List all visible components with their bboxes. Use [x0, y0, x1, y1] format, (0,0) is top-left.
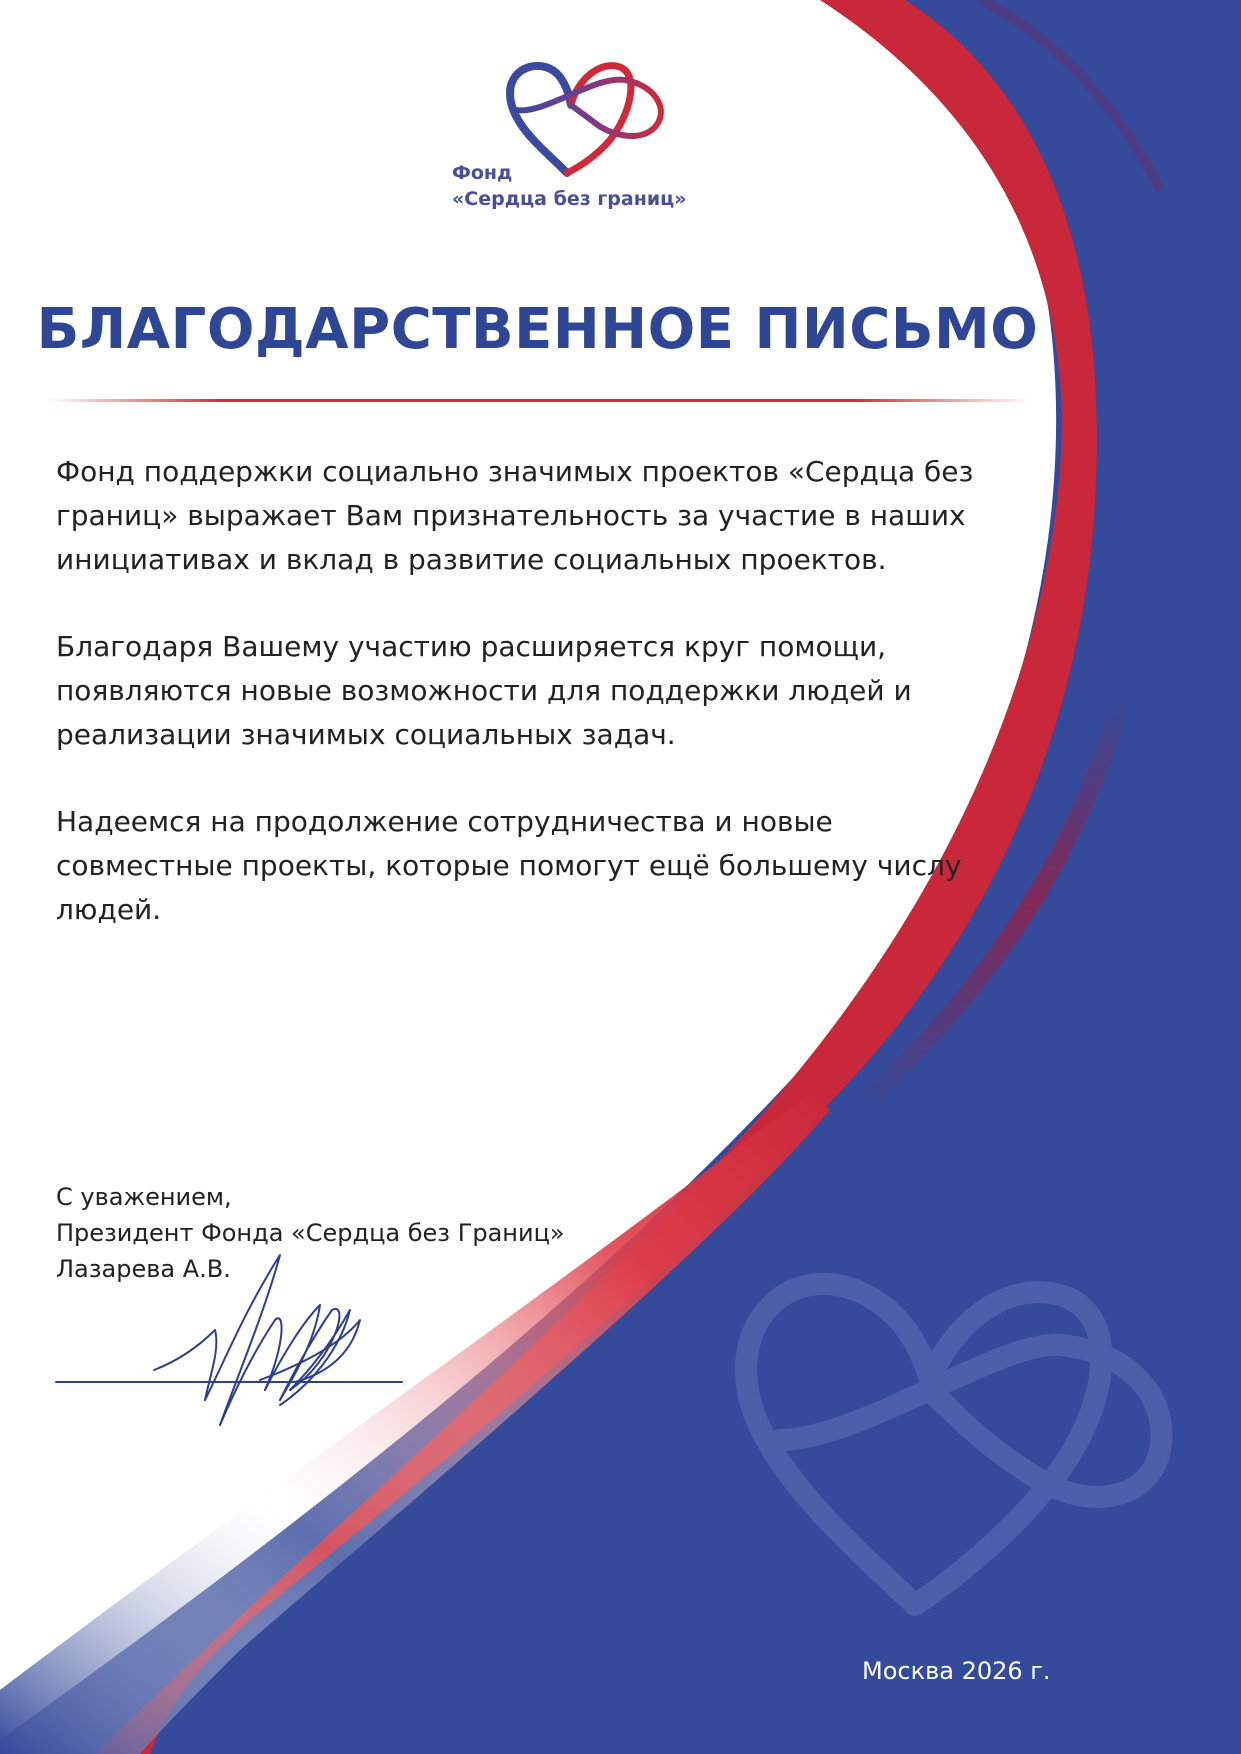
- title-divider: [45, 399, 1030, 402]
- paragraph-3: Надеемся на продолжение сотрудничества и новые совместные проекты, которые помогут ещё большему числу людей.: [56, 805, 962, 926]
- logo-text: [452, 160, 687, 212]
- document-title: БЛАГОДАРСТВЕННОЕ ПИСЬМО: [36, 297, 1039, 362]
- paragraph-1: Фонд поддержки социально значимых проектов «Сердца без границ» выражает Вам признательность за участие в наших инициативах и вклад в развитие социальных проектов.: [56, 455, 974, 576]
- logo-line-2: «Сердца без границ»: [452, 188, 687, 210]
- foundation-logo: [450, 50, 690, 215]
- paragraph-2: Благодаря Вашему участию расширяется круг помощи, появляются новые возможности для поддержки людей и реализации значимых социальных задач.: [56, 630, 912, 751]
- city-year: Москва 2026 г.: [862, 1657, 1051, 1685]
- signatory-name: Лазарева А.В.: [56, 1255, 231, 1283]
- closing-regards: С уважением,: [56, 1183, 232, 1211]
- signatory-position: Президент Фонда «Сердца без Границ»: [56, 1219, 565, 1247]
- handwritten-signature: [50, 1250, 410, 1440]
- logo-line-1: Фонд: [452, 162, 513, 184]
